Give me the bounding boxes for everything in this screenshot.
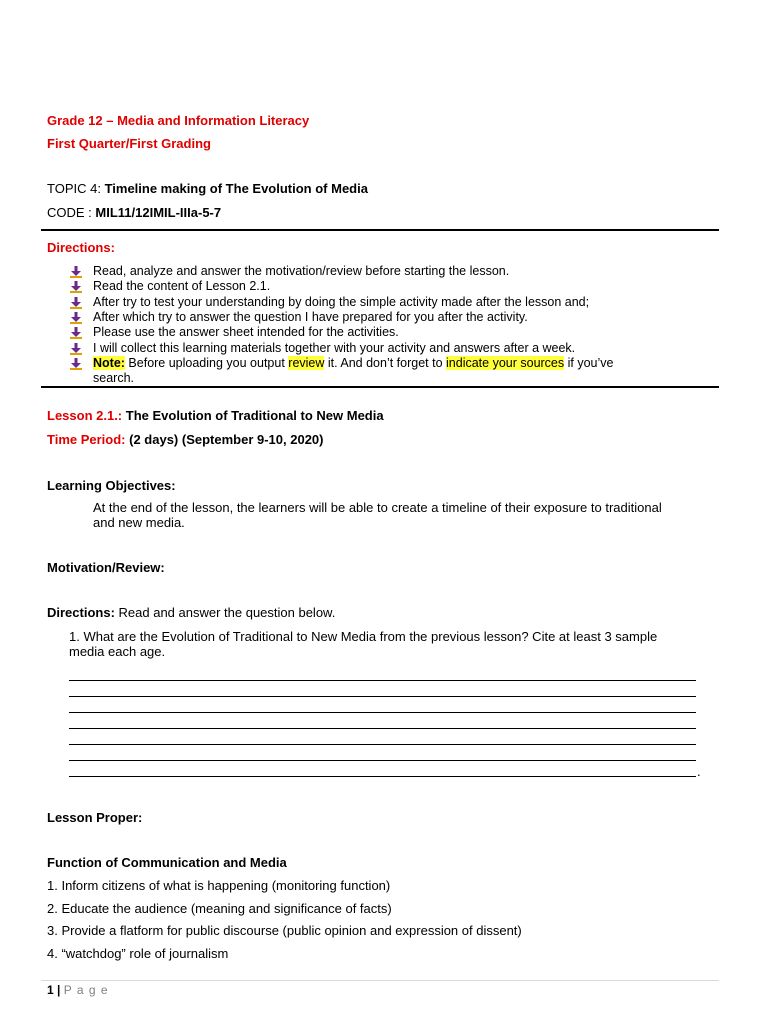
arrow-bullet-icon — [70, 327, 82, 339]
note-line — [93, 356, 720, 371]
arrow-bullet-icon — [70, 358, 82, 370]
function-item: 2. Educate the audience (meaning and significance of facts) — [47, 901, 392, 916]
motivation-directions-text: Read and answer the question below. — [114, 605, 336, 620]
arrow-bullet-icon — [70, 281, 82, 293]
answer-line — [69, 776, 696, 777]
directions-item-text: Read the content of Lesson 2.1. — [93, 279, 271, 293]
topic-value: Timeline making of The Evolution of Media — [104, 181, 368, 196]
highlight-sources: indicate your sources — [446, 356, 565, 370]
time-period-line — [47, 432, 324, 447]
grade-title: Grade 12 – Media and Information Literacy — [47, 113, 310, 128]
directions-item-text: After try to test your understanding by doing the simple activity made after the lesson and; — [93, 295, 590, 309]
directions-title: Directions: — [47, 240, 115, 255]
page-separator: | — [53, 983, 64, 997]
code-value: MIL11/12IMIL-IIIa-5-7 — [95, 205, 222, 220]
note-text-2: it. And don’t forget to — [324, 356, 447, 370]
highlight-review: review — [288, 356, 325, 370]
directions-item-text: I will collect this learning materials together with your activity and answers after a week. — [93, 341, 576, 355]
answer-line — [69, 728, 696, 729]
lesson-proper-title: Lesson Proper: — [47, 810, 143, 825]
directions-item-text: Read, analyze and answer the motivation/review before starting the lesson. — [93, 264, 510, 278]
arrow-bullet-icon — [70, 297, 82, 309]
directions-item-text: Please use the answer sheet intended for the activities. — [93, 325, 399, 339]
motivation-directions — [47, 605, 335, 620]
lesson-label: Lesson 2.1.: — [47, 408, 123, 423]
objectives-text-1: At the end of the lesson, the learners will be able to create a timeline of their exposure to traditional — [93, 500, 662, 515]
question-line-1: 1. What are the Evolution of Traditional to New Media from the previous lesson? Cite at least 3 sample — [69, 629, 658, 644]
time-period-label: Time Period: — [47, 432, 126, 447]
page-footer — [47, 983, 109, 997]
motivation-title: Motivation/Review: — [47, 560, 165, 575]
code-line — [47, 205, 221, 220]
time-period-value: (2 days) (September 9-10, 2020) — [125, 432, 324, 447]
answer-line — [69, 696, 696, 697]
note-line-2: search. — [93, 371, 134, 385]
answer-line — [69, 760, 696, 761]
answer-line — [69, 744, 696, 745]
objectives-line-2: and new media. — [93, 515, 185, 530]
answer-end-mark: . — [697, 764, 701, 779]
objectives-line-1 — [93, 500, 720, 515]
directions-item-text: After which try to answer the question I have prepared for you after the activity. — [93, 310, 528, 324]
arrow-bullet-icon — [70, 266, 82, 278]
objectives-title: Learning Objectives: — [47, 478, 176, 493]
topic-label: TOPIC 4: — [47, 181, 105, 196]
note-label: Note: — [93, 356, 125, 370]
function-item: 4. “watchdog” role of journalism — [47, 946, 229, 961]
page-word: P a g e — [63, 983, 109, 997]
function-item: 1. Inform citizens of what is happening (monitoring function) — [47, 878, 391, 893]
arrow-bullet-icon — [70, 343, 82, 355]
note-text-1: Before uploading you output — [124, 356, 289, 370]
arrow-bullet-icon — [70, 312, 82, 324]
topic-line — [47, 181, 368, 196]
answer-line — [69, 680, 696, 681]
note-text-3: if you’ve — [564, 356, 614, 370]
lesson-title-line — [47, 408, 384, 423]
code-label: CODE : — [47, 205, 96, 220]
page-number: 1 — [47, 983, 54, 997]
divider-top — [41, 229, 719, 231]
lesson-title: The Evolution of Traditional to New Media — [122, 408, 384, 423]
quarter-title: First Quarter/First Grading — [47, 136, 211, 151]
motivation-directions-label: Directions: — [47, 605, 115, 620]
footer-rule — [41, 980, 719, 981]
function-item: 3. Provide a flatform for public discourse (public opinion and expression of dissent) — [47, 923, 522, 938]
question-line-2: media each age. — [69, 644, 166, 659]
answer-line — [69, 712, 696, 713]
divider-bottom — [41, 386, 719, 388]
function-subtitle: Function of Communication and Media — [47, 855, 287, 870]
